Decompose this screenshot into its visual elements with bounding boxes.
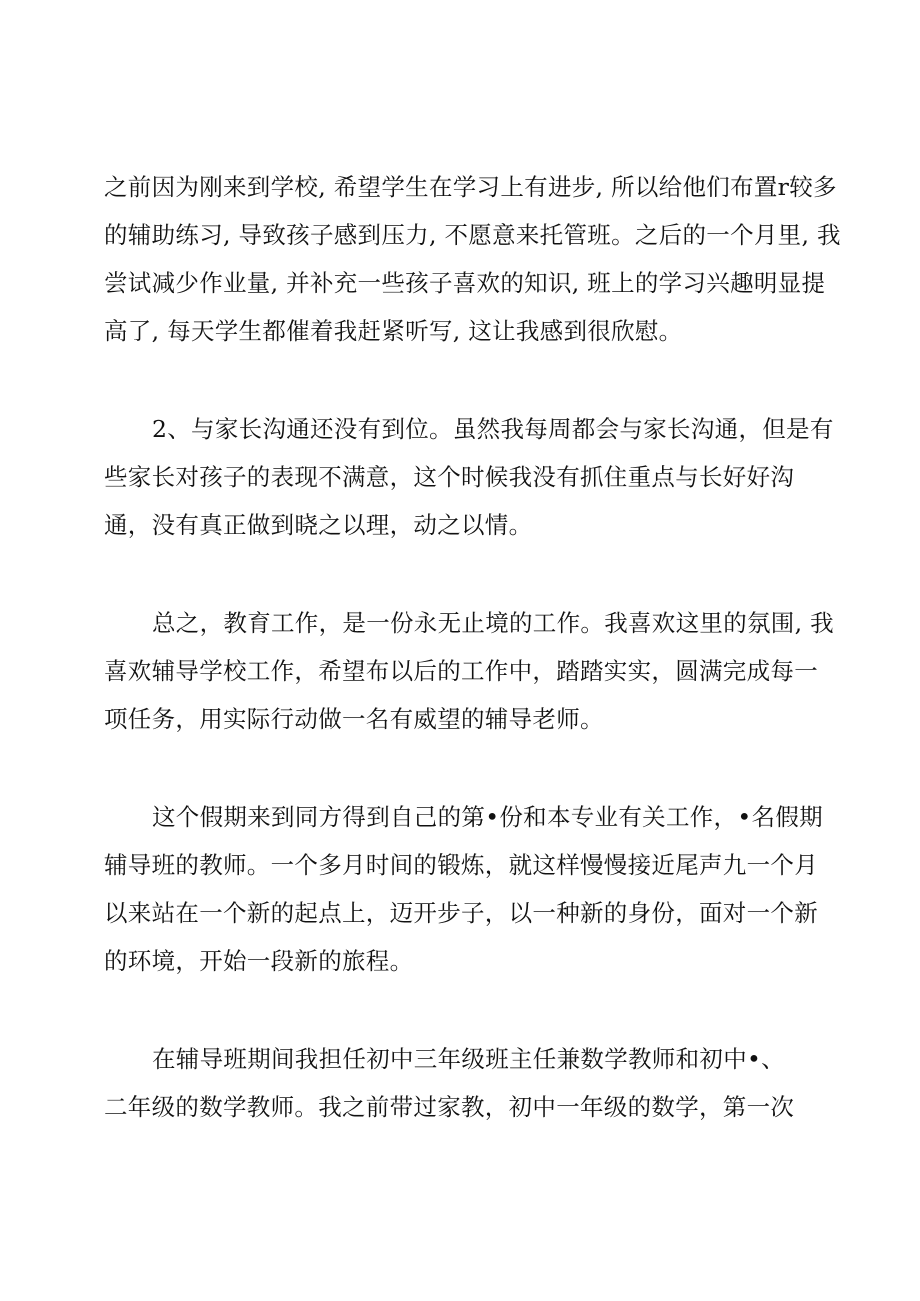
- paragraph-2-line-1: 2、与家长沟通还没有到位。虽然我每周都会与家长沟通，但是有: [152, 415, 834, 443]
- paragraph-4-line-4: 的环境，开始一段新的旅程。: [104, 947, 414, 975]
- paragraph-5-line-2: 二年级的数学教师。我之前带过家教，初中一年级的数学，第一次: [104, 1093, 795, 1121]
- paragraph-4-line-2: 辅导班的教师。一个多月时间的锻炼，就这样慢慢接近尾声九一个月: [104, 851, 818, 879]
- paragraph-3-line-2: 喜欢辅导学校工作，希望布以后的工作中，踏踏实实，圆满完成每一: [104, 657, 818, 685]
- paragraph-1-line-2: 的辅助练习, 导致孩子感到压力, 不愿意来托管班。之后的一个月里, 我: [104, 221, 841, 249]
- paragraph-1-line-4: 高了, 每天学生都催着我赶紧听写, 这让我感到很欣慰。: [104, 317, 683, 345]
- paragraph-3-line-1: 总之，教育工作，是一份永无止境的工作。我喜欢这里的氛围, 我: [152, 609, 834, 637]
- paragraph-2-line-2: 些家长对孩子的表现不满意，这个时候我没有抓住重点与长好好沟: [104, 463, 795, 491]
- paragraph-4-line-1: 这个假期来到同方得到自己的第•份和本专业有关工作，•名假期: [152, 803, 823, 831]
- paragraph-4-line-3: 以来站在一个新的起点上，迈开步子，以一种新的身份，面对一个新: [104, 899, 818, 927]
- paragraph-1-line-1: 之前因为刚来到学校, 希望学生在学习上有进步, 所以给他们布置r较多: [104, 173, 837, 201]
- paragraph-5-line-1: 在辅导班期间我担任初中三年级班主任兼数学教师和初中•、: [152, 1045, 785, 1073]
- paragraph-3-line-3: 项任务，用实际行动做一名有威望的辅导老师。: [104, 705, 604, 733]
- paragraph-1-line-3: 尝试减少作业量, 并补充一些孩子喜欢的知识, 班上的学习兴趣明显提: [104, 269, 826, 297]
- paragraph-2-line-3: 通，没有真正做到晓之以理，动之以情。: [104, 511, 533, 539]
